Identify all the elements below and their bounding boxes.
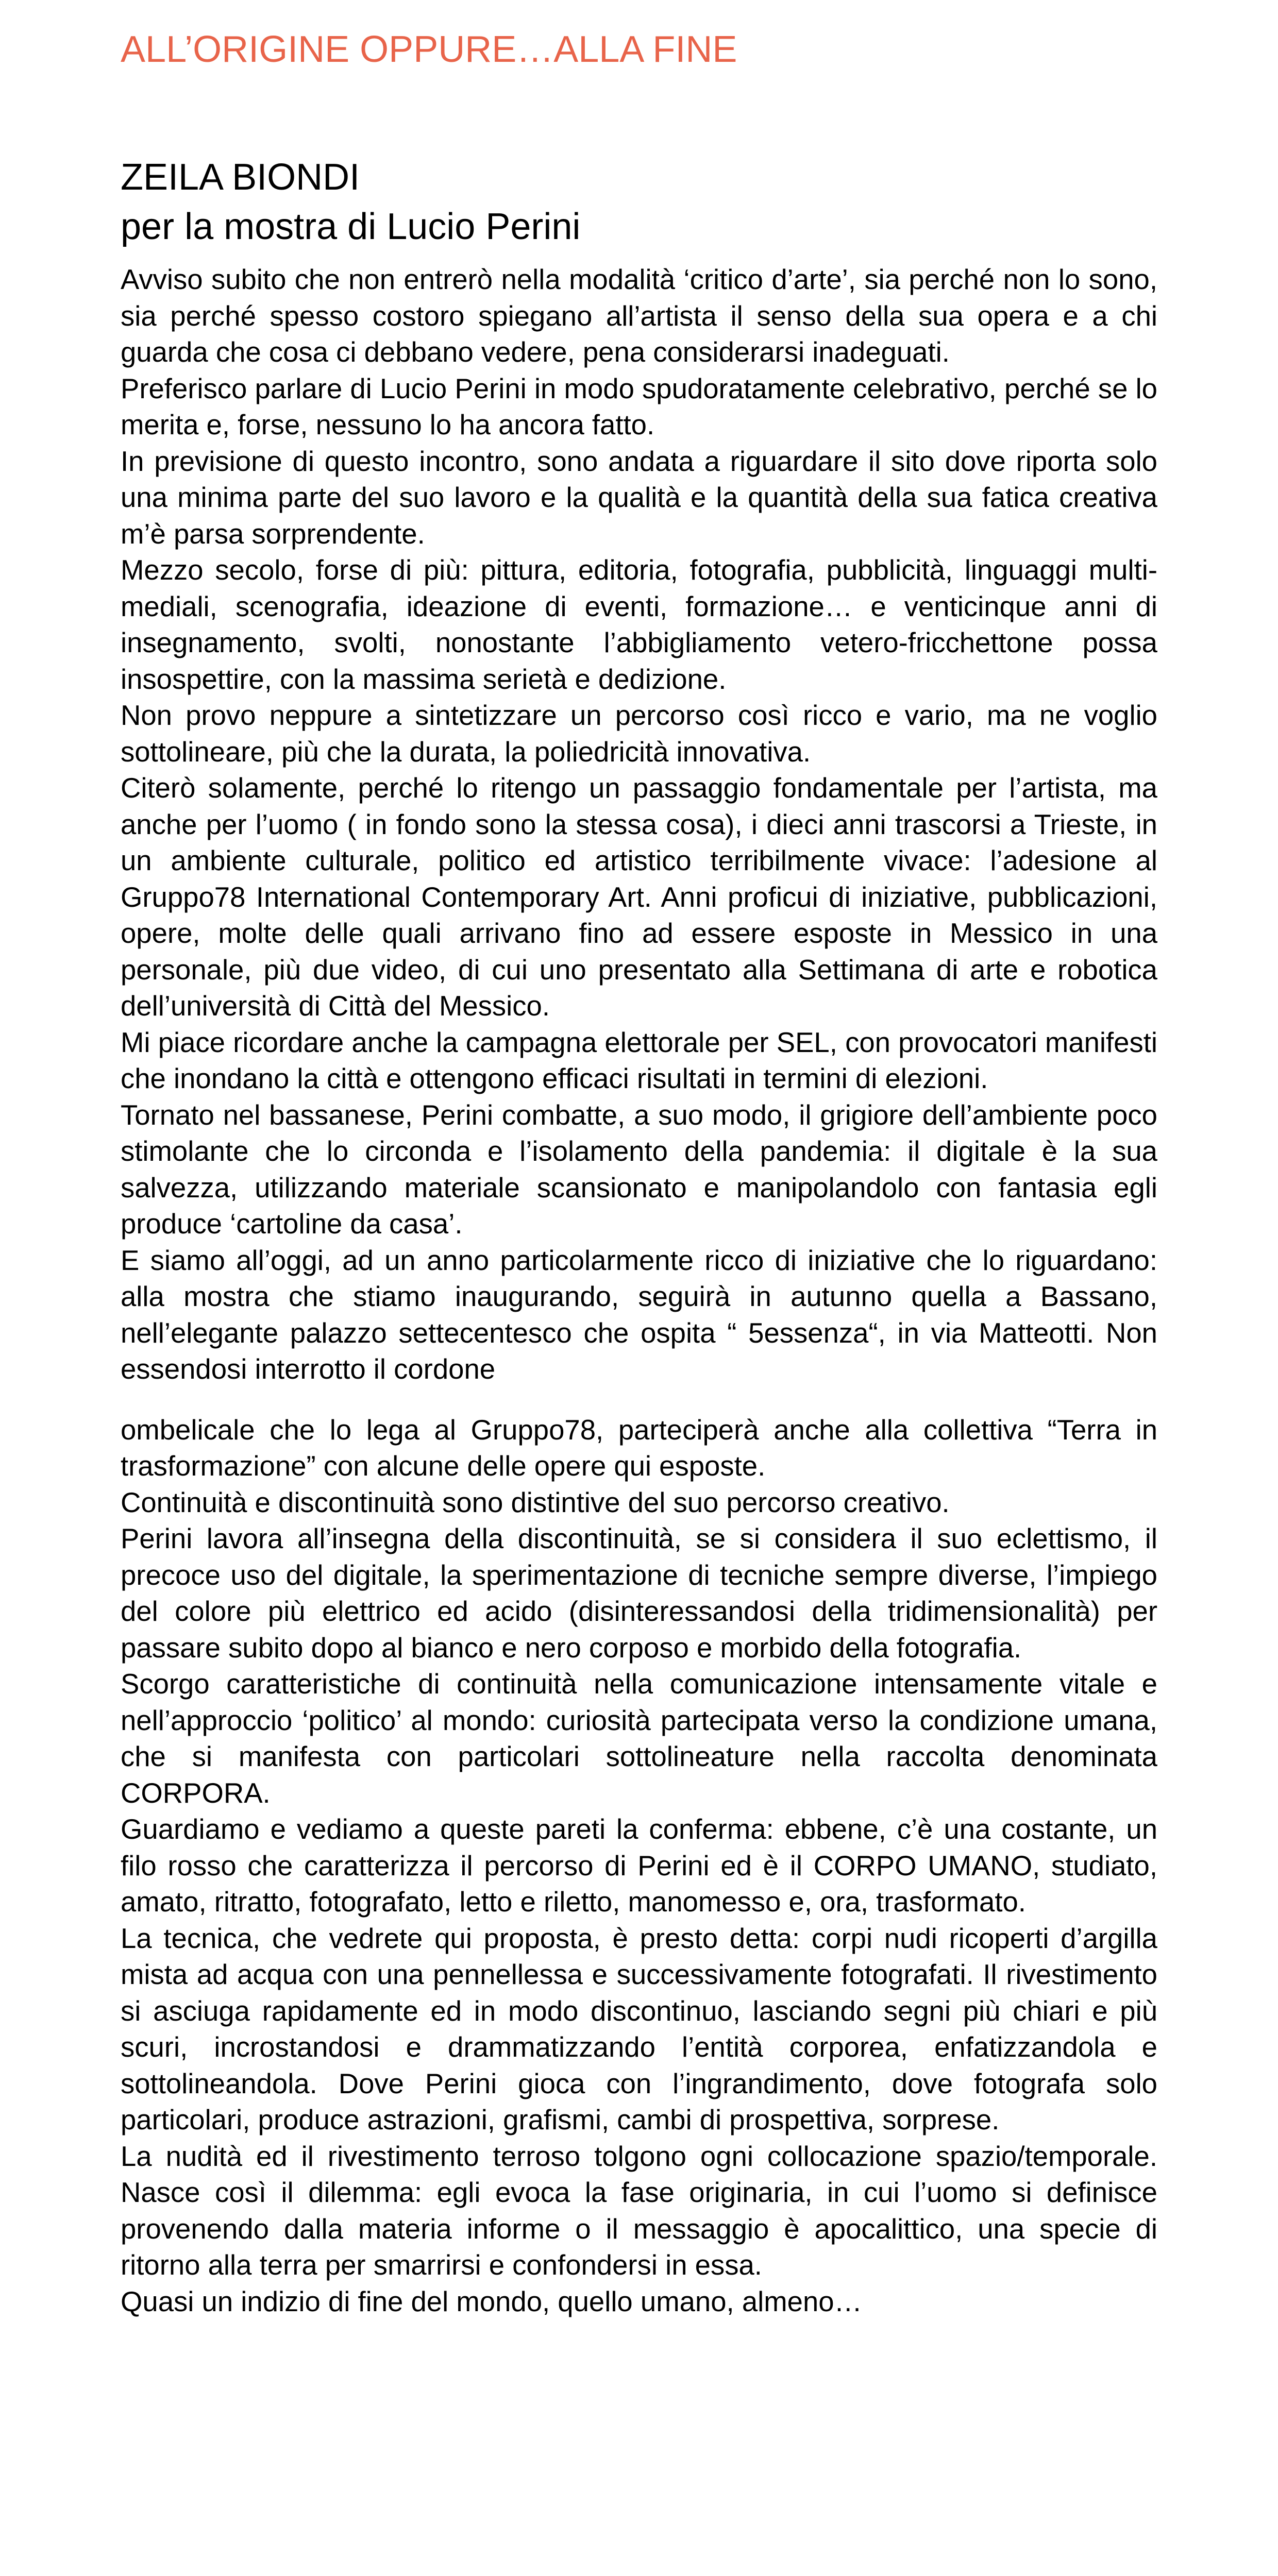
paragraph: Quasi un indizio di fine del mondo, quello umano, almeno…	[121, 2285, 863, 2317]
paragraph: Non provo neppure a sintetizzare un percorso così ricco e vario, ma ne voglio sottolineare, più che la durata, la poliedricità innovativa.	[121, 700, 1157, 768]
paragraph: ombelicale che lo lega al Gruppo78, parteciperà anche alla collettiva “Terra in trasformazione” con alcune delle opere qui esposte.	[121, 1414, 1157, 1482]
document-headline: ALL’ORIGINE OPPURE…ALLA FINE	[121, 29, 737, 70]
page-break-gap	[121, 1388, 1157, 1412]
paragraph: La tecnica, che vedrete qui proposta, è presto detta: corpi nudi ricoperti d’argilla mista ad acqua con una pennellessa e successivamente fotografati. Il rivestimento si asciuga rapidamente ed in modo discontinuo, lasciando segni più chiari e più scuri, incrostandosi e drammatizzando l’entità corporea, enfatizzandola e sottolineandola. Dove Perini gioca con l’ingrandimento, dove fotografa solo particolari, produce astrazioni, grafismi, cambi di prospettiva, sorprese.	[121, 1922, 1157, 2136]
paragraph: In previsione di questo incontro, sono andata a riguardare il sito dove riporta solo una minima parte del suo lavoro e la qualità e la quantità della sua fatica creativa m’è parsa sorprendente.	[121, 445, 1157, 550]
paragraph: Mi piace ricordare anche la campagna elettorale per SEL, con provocatori manifesti che inondano la città e ottengono efficaci risultati in termini di elezioni.	[121, 1026, 1157, 1094]
author-name: ZEILA BIONDI	[121, 157, 360, 198]
paragraph: Preferisco parlare di Lucio Perini in modo spudoratamente celebrativo, perché se lo merita e, forse, nessuno lo ha ancora fatto.	[121, 372, 1157, 440]
article-body	[121, 262, 1157, 2320]
paragraph: Perini lavora all’insegna della discontinuità, se si considera il suo eclettismo, il precoce uso del digitale, la sperimentazione di tecniche sempre diverse, l’impiego del colore più elettrico ed acido (disinteressandosi della tridimensionalità) per passare subito dopo al bianco e nero corposo e morbido della fotografia.	[121, 1523, 1157, 1664]
paragraph: Mezzo secolo, forse di più: pittura, editoria, fotografia, pubblicità, linguaggi multi-mediali, scenografia, ideazione di eventi, formazione… e venticinque anni di insegnamento, svolti, nonostante l’abbigliamento vetero-fricchettone possa insospettire, con la massima serietà e dedizione.	[121, 554, 1157, 695]
document-subtitle: per la mostra di Lucio Perini	[121, 206, 581, 247]
paragraph: Avviso subito che non entrerò nella modalità ‘critico d’arte’, sia perché non lo sono, sia perché spesso costoro spiegano all’artista il senso della sua opera e a chi guarda che cosa ci debbano vedere, pena considerarsi inadeguati.	[121, 264, 1157, 368]
paragraph: La nudità ed il rivestimento terroso tolgono ogni collocazione spazio/temporale. Nasce così il dilemma: egli evoca la fase originaria, in cui l’uomo si definisce provenendo dalla materia informe o il messaggio è apocalittico, una specie di ritorno alla terra per smarrirsi e confondersi in essa.	[121, 2140, 1157, 2281]
paragraph: Tornato nel bassanese, Perini combatte, a suo modo, il grigiore dell’ambiente poco stimolante che lo circonda e l’isolamento della pandemia: il digitale è la sua salvezza, utilizzando materiale scansionato e manipolandolo con fantasia egli produce ‘cartoline da casa’.	[121, 1099, 1157, 1240]
paragraph: Scorgo caratteristiche di continuità nella comunicazione intensamente vitale e nell’approccio ‘politico’ al mondo: curiosità partecipata verso la condizione umana, che si manifesta con particolari sottolineature nella raccolta denominata CORPORA.	[121, 1668, 1157, 1809]
document-page	[121, 25, 1157, 2317]
paragraph: Guardiamo e vediamo a queste pareti la conferma: ebbene, c’è una costante, un filo rosso che caratterizza il percorso di Perini ed è il CORPO UMANO, studiato, amato, ritratto, fotografato, letto e riletto, manomesso e, ora, trasformato.	[121, 1814, 1157, 1918]
paragraph: E siamo all’oggi, ad un anno particolarmente ricco di iniziative che lo riguardano: alla mostra che stiamo inaugurando, seguirà in autunno quella a Bassano, nell’elegante palazzo settecentesco che ospita “ 5essenza“, in via Matteotti. Non essendosi interrotto il cordone	[121, 1244, 1157, 1385]
paragraph: Citerò solamente, perché lo ritengo un passaggio fondamentale per l’artista, ma anche per l’uomo ( in fondo sono la stessa cosa), i dieci anni trascorsi a Trieste, in un ambiente culturale, politico ed artistico terribilmente vivace: l’adesione al Gruppo78 International Contemporary Art. Anni proficui di iniziative, pubblicazioni, opere, molte delle quali arrivano fino ad essere esposte in Messico in una personale, più due video, di cui uno presentato alla Settimana di arte e robotica dell’università di Città del Messico.	[121, 772, 1157, 1022]
paragraph: Continuità e discontinuità sono distintive del suo percorso creativo.	[121, 1486, 950, 1518]
